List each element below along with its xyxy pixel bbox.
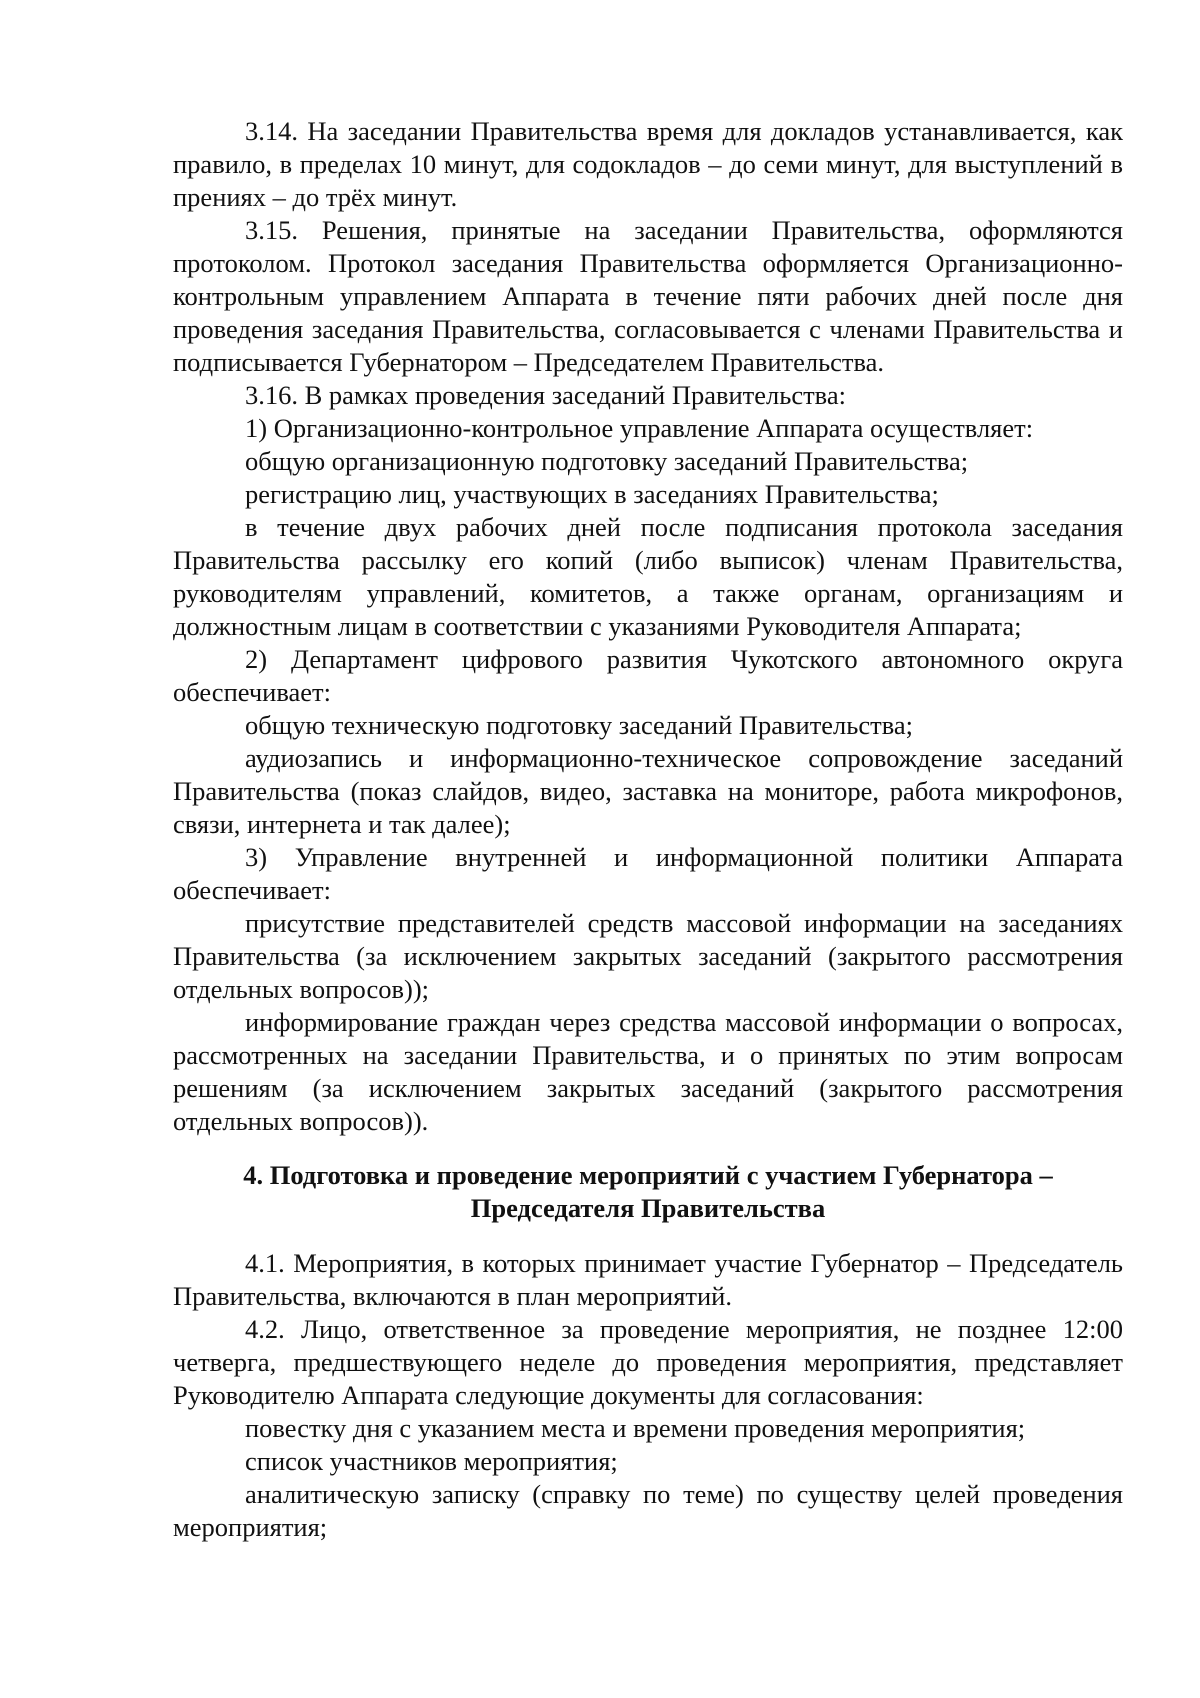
paragraph-3-16: 3.16. В рамках проведения заседаний Правительства: bbox=[245, 380, 846, 410]
paragraph-item-3: 3) Управление внутренней и информационной политики Аппарата обеспечивает: bbox=[173, 842, 1123, 905]
paragraph-item-2-b: аудиозапись и информационно-техническое сопровождение заседаний Правительства (показ слайдов, видео, заставка на мониторе, работа микрофонов, связи, интернета и так далее); bbox=[173, 743, 1123, 839]
paragraph-item-1-a: общую организационную подготовку заседаний Правительства; bbox=[245, 446, 969, 476]
paragraph-4-1: 4.1. Мероприятия, в которых принимает участие Губернатор – Председатель Правительства, включаются в план мероприятий. bbox=[173, 1248, 1123, 1311]
document-page bbox=[173, 115, 1123, 1544]
section-heading-line2: Председателя Правительства bbox=[470, 1193, 826, 1223]
paragraph-4-2-b: список участников мероприятия; bbox=[245, 1446, 618, 1476]
paragraph-3-14: 3.14. На заседании Правительства время для докладов устанавливается, как правило, в пределах 10 минут, для содокладов – до семи минут, для выступлений в прениях – до трёх минут. bbox=[173, 116, 1123, 212]
paragraph-item-1-c: в течение двух рабочих дней после подписания протокола заседания Правительства рассылку его копий (либо выписок) членам Правительства, руководителям управлений, комитетов, а также органам, организациям и должностным лицам в соответствии с указаниями Руководителя Аппарата; bbox=[173, 512, 1123, 641]
paragraph-item-3-a: присутствие представителей средств массовой информации на заседаниях Правительства (за исключением закрытых заседаний (закрытого рассмотрения отдельных вопросов)); bbox=[173, 908, 1123, 1004]
section-heading-line1: 4. Подготовка и проведение мероприятий с участием Губернатора – bbox=[243, 1160, 1053, 1190]
paragraph-item-2-a: общую техническую подготовку заседаний Правительства; bbox=[245, 710, 913, 740]
paragraph-3-15: 3.15. Решения, принятые на заседании Правительства, оформляются протоколом. Протокол заседания Правительства оформляется Организационно-контрольным управлением Аппарата в течение пяти рабочих дней после дня проведения заседания Правительства, согласовывается с членами Правительства и подписывается Губернатором – Председателем Правительства. bbox=[173, 215, 1123, 377]
section-heading bbox=[173, 1159, 1123, 1225]
paragraph-item-1-b: регистрацию лиц, участвующих в заседаниях Правительства; bbox=[245, 479, 939, 509]
paragraph-item-1: 1) Организационно-контрольное управление Аппарата осуществляет: bbox=[245, 413, 1034, 443]
paragraph-4-2-c: аналитическую записку (справку по теме) по существу целей проведения мероприятия; bbox=[173, 1479, 1123, 1542]
paragraph-item-2: 2) Департамент цифрового развития Чукотского автономного округа обеспечивает: bbox=[173, 644, 1123, 707]
paragraph-4-2-a: повестку дня с указанием места и времени проведения мероприятия; bbox=[245, 1413, 1026, 1443]
paragraph-4-2: 4.2. Лицо, ответственное за проведение мероприятия, не позднее 12:00 четверга, предшествующего неделе до проведения мероприятия, представляет Руководителю Аппарата следующие документы для согласования: bbox=[173, 1314, 1123, 1410]
paragraph-item-3-b: информирование граждан через средства массовой информации о вопросах, рассмотренных на заседании Правительства, и о принятых по этим вопросам решениям (за исключением закрытых заседаний (закрытого рассмотрения отдельных вопросов)). bbox=[173, 1007, 1123, 1136]
